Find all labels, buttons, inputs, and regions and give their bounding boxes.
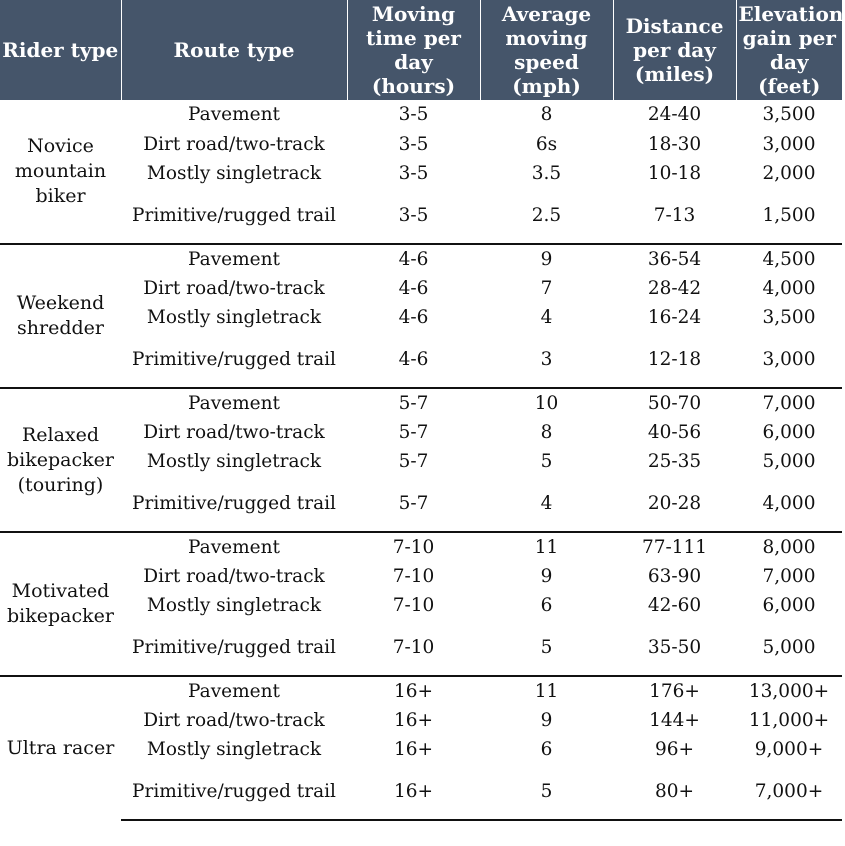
moving-time-cell: 3-5 xyxy=(398,162,429,184)
moving-time-cell: 5-7 xyxy=(398,421,429,443)
moving-time-cell: 4-6 xyxy=(398,348,429,370)
elevation-cell: 3,500 xyxy=(762,104,816,125)
average-speed-cell: 8 xyxy=(540,104,553,125)
table-row xyxy=(0,447,842,476)
moving-time-cell: 7-10 xyxy=(392,636,435,658)
route-type-cell: Mostly singletrack xyxy=(146,306,322,328)
route-type-cell: Dirt road/two-track xyxy=(143,133,325,155)
distance-cell: 40-56 xyxy=(647,421,702,443)
distance-cell: 77-111 xyxy=(613,532,736,562)
header-rider-type: Rider type xyxy=(0,0,121,100)
table-row xyxy=(0,159,842,188)
elevation-cell: 2,000 xyxy=(762,162,816,184)
average-speed-cell: 9 xyxy=(540,565,553,587)
elevation-cell: 6,000 xyxy=(762,594,816,616)
elevation-cell: 3,500 xyxy=(762,306,816,328)
average-speed-cell: 5 xyxy=(540,450,553,472)
route-type-cell: Dirt road/two-track xyxy=(143,709,325,731)
distance-cell: 25-35 xyxy=(647,450,702,472)
route-type-cell: Mostly singletrack xyxy=(146,594,322,616)
route-type-cell: Primitive/rugged trail xyxy=(132,348,336,370)
table-row xyxy=(0,332,842,388)
distance-cell: 10-18 xyxy=(647,162,702,184)
average-speed-cell: 3.5 xyxy=(531,162,562,184)
rider-type-cell: Novice mountain biker xyxy=(14,135,107,207)
table-header xyxy=(0,0,842,100)
route-type-cell: Pavement xyxy=(121,532,347,562)
table-row xyxy=(0,620,842,676)
route-type-cell: Dirt road/two-track xyxy=(143,421,325,443)
average-speed-cell: 8 xyxy=(540,421,553,443)
elevation-cell: 1,500 xyxy=(762,204,816,226)
average-speed-cell: 7 xyxy=(540,277,553,299)
route-type-cell: Primitive/rugged trail xyxy=(132,492,336,514)
table-row xyxy=(0,388,842,418)
table-row xyxy=(0,274,842,303)
distance-cell: 28-42 xyxy=(647,277,702,299)
route-type-cell: Mostly singletrack xyxy=(146,738,322,760)
header-row xyxy=(0,0,842,100)
table-row xyxy=(0,591,842,620)
moving-time-cell: 7-10 xyxy=(392,565,435,587)
distance-cell: 18-30 xyxy=(647,133,702,155)
distance-cell: 36-54 xyxy=(613,244,736,274)
table-body xyxy=(0,100,842,820)
average-speed-cell: 11 xyxy=(480,532,613,562)
table-row xyxy=(0,562,842,591)
header-average-speed: Average moving speed (mph) xyxy=(480,0,613,100)
moving-time-cell: 4-6 xyxy=(398,306,429,328)
moving-time-cell: 5-7 xyxy=(398,450,429,472)
table-row xyxy=(0,188,842,244)
header-route-type: Route type xyxy=(121,0,347,100)
route-type-cell: Primitive/rugged trail xyxy=(132,636,336,658)
average-speed-cell: 4 xyxy=(540,492,553,514)
average-speed-cell: 5 xyxy=(480,764,613,820)
distance-cell: 42-60 xyxy=(647,594,702,616)
distance-cell: 24-40 xyxy=(647,104,702,125)
elevation-cell: 13,000+ xyxy=(736,676,842,706)
route-type-cell: Mostly singletrack xyxy=(146,162,322,184)
moving-time-cell: 16+ xyxy=(347,764,480,820)
elevation-cell: 9,000+ xyxy=(754,738,824,760)
route-type-cell: Dirt road/two-track xyxy=(143,277,325,299)
distance-cell: 35-50 xyxy=(647,636,702,658)
elevation-cell: 7,000 xyxy=(736,388,842,418)
moving-time-cell: 7-10 xyxy=(347,532,480,562)
average-speed-cell: 9 xyxy=(480,244,613,274)
average-speed-cell: 10 xyxy=(480,388,613,418)
table-row xyxy=(0,476,842,532)
distance-cell: 96+ xyxy=(654,738,695,760)
elevation-cell: 6,000 xyxy=(762,421,816,443)
moving-time-cell: 4-6 xyxy=(398,277,429,299)
elevation-cell: 3,000 xyxy=(762,348,816,370)
distance-cell: 176+ xyxy=(613,676,736,706)
table-row xyxy=(0,532,842,562)
rider-type-cell: Motivated bikepacker xyxy=(0,532,121,676)
moving-time-cell: 16+ xyxy=(347,676,480,706)
moving-time-cell: 3-5 xyxy=(398,133,429,155)
moving-time-cell: 16+ xyxy=(393,738,434,760)
header-elevation: Elevation gain per day (feet) xyxy=(736,0,842,100)
distance-cell: 50-70 xyxy=(613,388,736,418)
elevation-cell: 4,000 xyxy=(762,277,816,299)
distance-cell: 16-24 xyxy=(647,306,702,328)
table-row xyxy=(0,303,842,332)
distance-cell: 20-28 xyxy=(647,492,702,514)
rider-type-cell: Ultra racer xyxy=(0,676,121,820)
route-type-cell: Primitive/rugged trail xyxy=(121,764,347,820)
distance-cell: 7-13 xyxy=(653,204,696,226)
average-speed-cell: 3 xyxy=(540,348,553,370)
table-row xyxy=(0,764,842,820)
header-moving-time: Moving time per day (hours) xyxy=(347,0,480,100)
route-type-cell: Pavement xyxy=(121,244,347,274)
route-type-cell: Pavement xyxy=(121,676,347,706)
elevation-cell: 4,500 xyxy=(736,244,842,274)
distance-cell: 80+ xyxy=(613,764,736,820)
header-distance: Distance per day (miles) xyxy=(613,0,736,100)
table-row xyxy=(0,244,842,274)
average-speed-cell: 9 xyxy=(540,709,553,731)
moving-time-cell: 5-7 xyxy=(347,388,480,418)
elevation-cell: 11,000+ xyxy=(748,709,830,731)
table-row xyxy=(0,130,842,159)
moving-time-cell: 4-6 xyxy=(347,244,480,274)
distance-cell: 63-90 xyxy=(647,565,702,587)
table-row xyxy=(0,418,842,447)
elevation-cell: 7,000 xyxy=(762,565,816,587)
moving-time-cell: 5-7 xyxy=(398,492,429,514)
route-type-cell: Primitive/rugged trail xyxy=(132,204,336,226)
route-type-cell: Pavement xyxy=(188,104,280,125)
rider-type-cell: Weekend shredder xyxy=(0,244,121,388)
moving-time-cell: 7-10 xyxy=(392,594,435,616)
elevation-cell: 5,000 xyxy=(762,636,816,658)
table-row xyxy=(0,706,842,735)
moving-time-cell: 16+ xyxy=(393,709,434,731)
elevation-cell: 4,000 xyxy=(762,492,816,514)
table-row xyxy=(0,100,842,130)
route-type-cell: Pavement xyxy=(121,388,347,418)
elevation-cell: 8,000 xyxy=(736,532,842,562)
elevation-cell: 7,000+ xyxy=(736,764,842,820)
average-speed-cell: 5 xyxy=(540,636,553,658)
table-row xyxy=(0,676,842,706)
average-speed-cell: 6 xyxy=(540,738,553,760)
average-speed-cell: 11 xyxy=(480,676,613,706)
average-speed-cell: 4 xyxy=(540,306,553,328)
elevation-cell: 5,000 xyxy=(762,450,816,472)
distance-cell: 12-18 xyxy=(647,348,702,370)
average-speed-cell: 2.5 xyxy=(531,204,562,226)
average-speed-cell: 6 xyxy=(540,594,553,616)
rider-type-cell: Relaxed bikepacker (touring) xyxy=(0,388,121,532)
route-type-cell: Dirt road/two-track xyxy=(143,565,325,587)
distance-cell: 144+ xyxy=(649,709,700,731)
moving-time-cell: 3-5 xyxy=(398,204,429,226)
elevation-cell: 3,000 xyxy=(762,133,816,155)
route-type-cell: Mostly singletrack xyxy=(146,450,322,472)
table-row xyxy=(0,735,842,764)
moving-time-cell: 3-5 xyxy=(398,104,429,125)
average-speed-cell: 6s xyxy=(535,133,558,155)
